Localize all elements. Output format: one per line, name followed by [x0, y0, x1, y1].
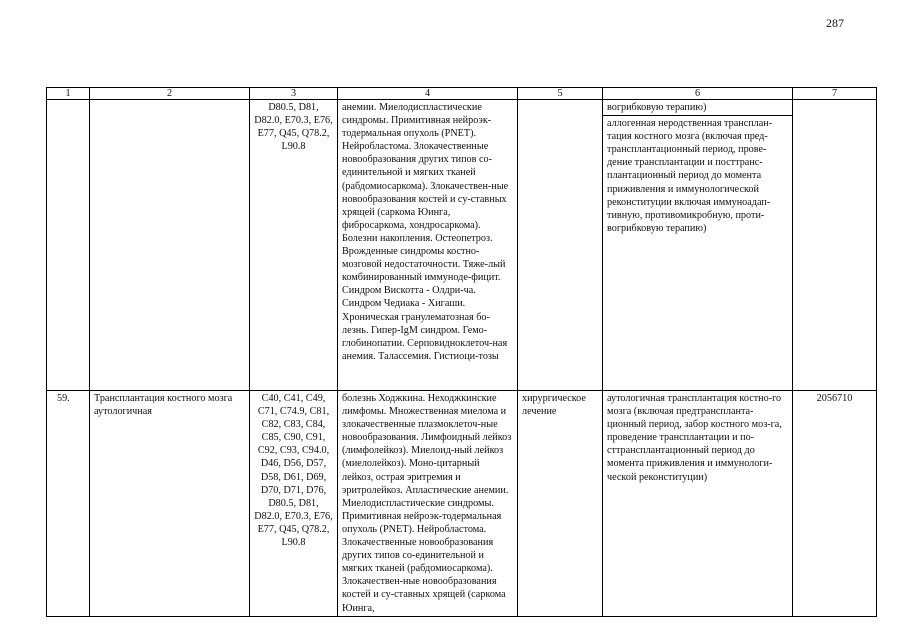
procedure-name-cell: Трансплантация костного мозга аутологичная: [90, 391, 250, 617]
icd-codes-cell: C40, C41, C49, C71, C74.9, C81, C82, C83, C84, C85, C90, C91, C92, C93, C94.0, D46, D56, D57, D58, D61, D69, D70, D71, D76, D80.5, D81, D82.0, E70.3, E76, E77, Q45, Q78.2, L90.8: [250, 391, 338, 617]
cost-cell: 2056710: [793, 391, 877, 617]
row-number-cell: 59.: [47, 391, 90, 617]
treatment-type-cell: хирургическое лечение: [518, 391, 603, 617]
cost-cell: [793, 100, 877, 391]
header-cell-2: 2: [90, 88, 250, 100]
page-number: 287: [826, 16, 844, 30]
method-cell: [603, 100, 793, 391]
header-cell-5: 5: [518, 88, 603, 100]
procedure-name-cell: [90, 100, 250, 391]
table-row-continued: [47, 100, 877, 391]
diseases-cell: болезнь Ходжкина. Неходжкинские лимфомы. Множественная миелома и злокачественные плазмоклеточ-ные новообразования. Лимфоидный лейкоз (лимфолейкоз). Миелоид-ный лейкоз (миелолейкоз). Моно-цитарный лейкоз, острая эритремия и эритролейкоз. Апластические анемии. Миелодиспластические синдромы. Примитивная нейроэк-тодермальная опухоль (PNET). Нейробластома. Злокачественные новообразования других типов со-единительной и мягких тканей (рабдомиосаркома). Злокачествен-ные новообразования костей и су-ставных хрящей (саркома Юинга,: [338, 391, 518, 617]
header-cell-3: 3: [250, 88, 338, 100]
method-text-2: аллогенная неродственная трансплан-тация костного мозга (включая пред-трансплантационный период, прове-дение трансплантации и посттранс-плантационный период до момента приживления и иммунологической реконституции включая иммуноадап-тивную, противомикробную, проти-вогрибковую терапию): [603, 115, 792, 236]
method-cell: аутологичная трансплантация костно-го мозга (включая предтранспланта-ционный период, забор костного моз-га, проведение трансплантации и по-сттрансплантационный период до момента приживления и иммунологи-ческой реконституции): [603, 391, 793, 617]
header-row: [47, 88, 877, 100]
procedures-table: [46, 87, 877, 617]
diseases-cell: анемии. Миелодиспластические синдромы. Примитивная нейроэк-тодермальная опухоль (PNET). Нейробластома. Злокачественные новообразования других типов со-единительной и мягких тканей (рабдомиосаркома). Злокачествен-ные новообразования костей и су-ставных хрящей (саркома Юинга, фибросаркома, хондросаркома). Болезни накопления. Остеопетроз. Врожденные синдромы костно-мозговой недостаточности. Тяже-лый комбинированный иммуноде-фицит. Синдром Вискотта - Олдри-ча. Синдром Чедиака - Хигаши. Хроническая гранулематозная бо-лезнь. Гипер-IgM синдром. Гемо-глобинопатии. Серповидноклеточ-ная анемия. Талассемия. Гистиоци-тозы: [338, 100, 518, 391]
icd-codes-cell: D80.5, D81, D82.0, E70.3, E76, E77, Q45, Q78.2, L90.8: [250, 100, 338, 391]
header-cell-4: 4: [338, 88, 518, 100]
header-cell-6: 6: [603, 88, 793, 100]
row-number-cell: [47, 100, 90, 391]
header-cell-7: 7: [793, 88, 877, 100]
treatment-type-cell: [518, 100, 603, 391]
table-row-59: [47, 391, 877, 617]
header-cell-1: 1: [47, 88, 90, 100]
method-text-1: вогрибковую терапию): [607, 102, 707, 113]
